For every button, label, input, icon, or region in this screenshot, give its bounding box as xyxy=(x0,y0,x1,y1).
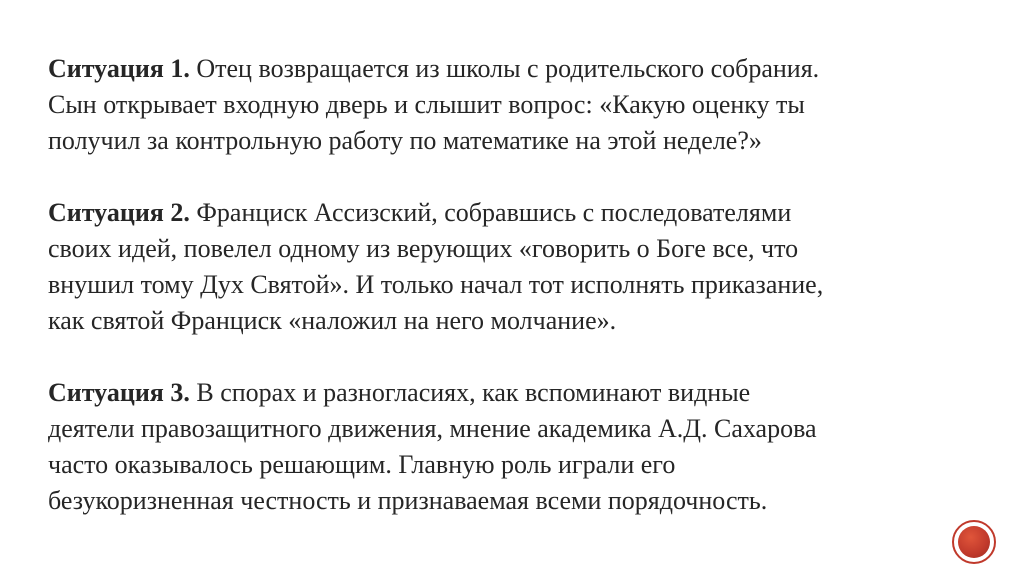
slide-content xyxy=(48,51,988,555)
situation-2 xyxy=(48,195,988,339)
situation-1-label: Ситуация 1. xyxy=(48,54,190,83)
situation-1-line-1 xyxy=(48,51,988,87)
situation-3-line-3: часто оказывалось решающим. Главную роль играли его xyxy=(48,450,676,479)
red-circle-icon xyxy=(952,520,996,564)
situation-1-text-1: Отец возвращается из школы с родительского собрания. xyxy=(189,54,820,83)
situation-1-line-2: Сын открывает входную дверь и слышит вопрос: «Какую оценку ты xyxy=(48,90,805,119)
situation-3-line-1 xyxy=(48,375,988,411)
situation-1 xyxy=(48,51,988,159)
situation-3-text-1: В спорах и разногласиях, как вспоминают видные xyxy=(189,378,751,407)
situation-3 xyxy=(48,375,988,519)
situation-3-line-4: безукоризненная честность и признаваемая всеми порядочность. xyxy=(48,486,768,515)
situation-3-line-2: деятели правозащитного движения, мнение академика А.Д. Сахарова xyxy=(48,414,817,443)
situation-3-label: Ситуация 3. xyxy=(48,378,190,407)
situation-2-line-4: как святой Франциск «наложил на него молчание». xyxy=(48,306,617,335)
red-circle-icon-inner xyxy=(958,526,990,558)
situation-1-line-3: получил за контрольную работу по математике на этой неделе?» xyxy=(48,126,762,155)
situation-2-line-3: внушил тому Дух Святой». И только начал тот исполнять приказание, xyxy=(48,270,824,299)
situation-2-text-1: Франциск Ассизский, собравшись с последователями xyxy=(189,198,792,227)
situation-2-line-1 xyxy=(48,195,988,231)
situation-2-line-2: своих идей, повелел одному из верующих «говорить о Боге все, что xyxy=(48,234,799,263)
situation-2-label: Ситуация 2. xyxy=(48,198,190,227)
